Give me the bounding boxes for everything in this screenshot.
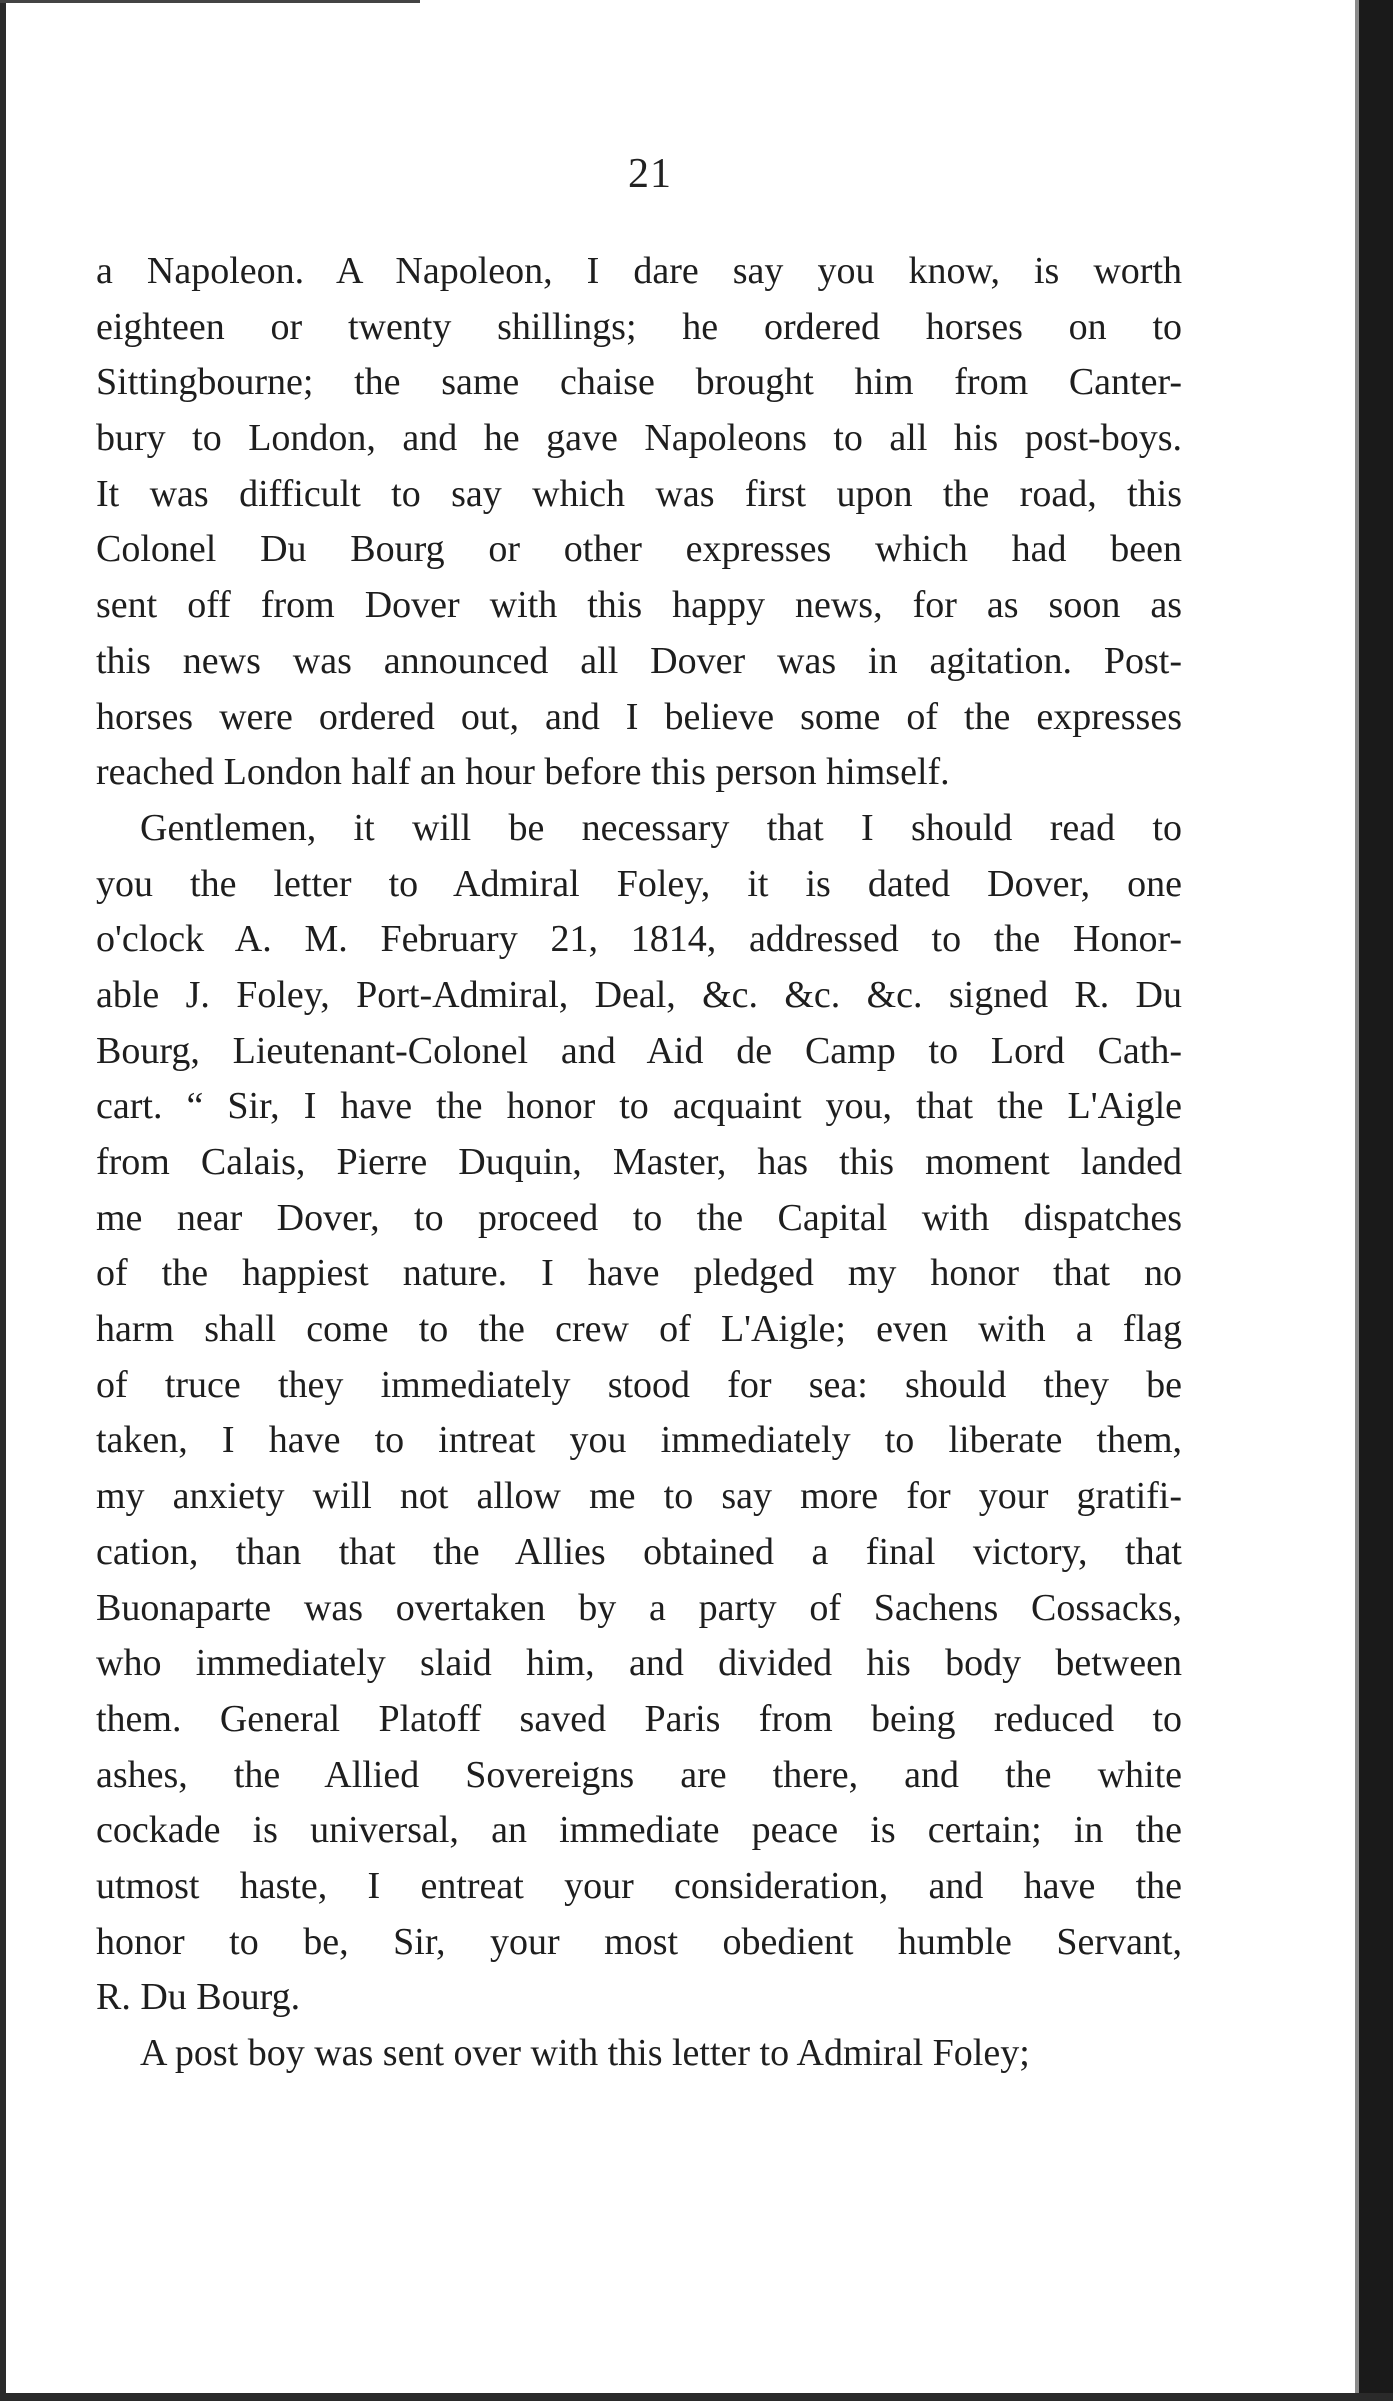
page-edge-bottom xyxy=(0,2393,1393,2401)
text-line: me near Dover, to proceed to the Capital with dispatches xyxy=(96,1196,1182,1239)
page-edge-top xyxy=(0,0,420,3)
text-line: utmost haste, I entreat your consideration, and have the xyxy=(96,1864,1182,1907)
text-line: honor to be, Sir, your most obedient humble Servant, xyxy=(96,1920,1182,1963)
paragraph-3 xyxy=(96,2026,1182,2082)
paragraph-2 xyxy=(96,801,1182,2026)
text-line: Bourg, Lieutenant-Colonel and Aid de Camp to Lord Cath- xyxy=(96,1029,1182,1072)
text-line: my anxiety will not allow me to say more for your gratifi- xyxy=(96,1475,1182,1518)
text-line: them. General Platoff saved Paris from being reduced to xyxy=(96,1697,1182,1740)
text-line: Gentlemen, it will be necessary that I should read to xyxy=(140,806,1182,849)
text-line: cation, than that the Allies obtained a final victory, that xyxy=(96,1530,1182,1573)
text-line: Sittingbourne; the same chaise brought him from Canter- xyxy=(96,361,1182,404)
text-line: able J. Foley, Port-Admiral, Deal, &c. &c. &c. signed R. Du xyxy=(96,973,1182,1016)
text-line: ashes, the Allied Sovereigns are there, and the white xyxy=(96,1753,1182,1796)
text-line: R. Du Bourg. xyxy=(96,1976,301,2019)
text-line: o'clock A. M. February 21, 1814, addressed to the Honor- xyxy=(96,918,1182,961)
page-edge-right xyxy=(1359,0,1393,2401)
text-line: you the letter to Admiral Foley, it is dated Dover, one xyxy=(96,862,1182,905)
text-line: Buonaparte was overtaken by a party of Sachens Cossacks, xyxy=(96,1586,1182,1629)
page-edge-left xyxy=(0,0,6,2401)
text-line: of the happiest nature. I have pledged my honor that no xyxy=(96,1252,1182,1295)
text-line: a Napoleon. A Napoleon, I dare say you know, is worth xyxy=(96,250,1182,292)
text-line: A post boy was sent over with this letter to Admiral Foley; xyxy=(140,2032,1030,2074)
text-line: this news was announced all Dover was in agitation. Post- xyxy=(96,639,1182,682)
text-line: from Calais, Pierre Duquin, Master, has this moment landed xyxy=(96,1141,1182,1183)
text-line: horses were ordered out, and I believe some of the expresses xyxy=(96,695,1182,738)
text-line: sent off from Dover with this happy news, for as soon as xyxy=(96,584,1182,627)
text-line: eighteen or twenty shillings; he ordered horses on to xyxy=(96,305,1182,348)
text-line: who immediately slaid him, and divided his body between xyxy=(96,1642,1182,1685)
text-line: It was difficult to say which was first upon the road, this xyxy=(96,472,1182,515)
paragraph-1 xyxy=(96,244,1182,801)
text-line: cockade is universal, an immediate peace is certain; in the xyxy=(96,1809,1182,1852)
text-line: bury to London, and he gave Napoleons to all his post-boys. xyxy=(96,417,1182,460)
page-body xyxy=(96,244,1182,2082)
page-number: 21 xyxy=(628,151,672,197)
text-line: reached London half an hour before this person himself. xyxy=(96,751,950,794)
text-line: of truce they immediately stood for sea: should they be xyxy=(96,1363,1182,1406)
text-line: harm shall come to the crew of L'Aigle; even with a flag xyxy=(96,1308,1182,1351)
text-line: taken, I have to intreat you immediately to liberate them, xyxy=(96,1419,1182,1462)
text-line: cart. “ Sir, I have the honor to acquaint you, that the L'Aigle xyxy=(96,1085,1182,1128)
text-line: Colonel Du Bourg or other expresses which had been xyxy=(96,528,1182,571)
